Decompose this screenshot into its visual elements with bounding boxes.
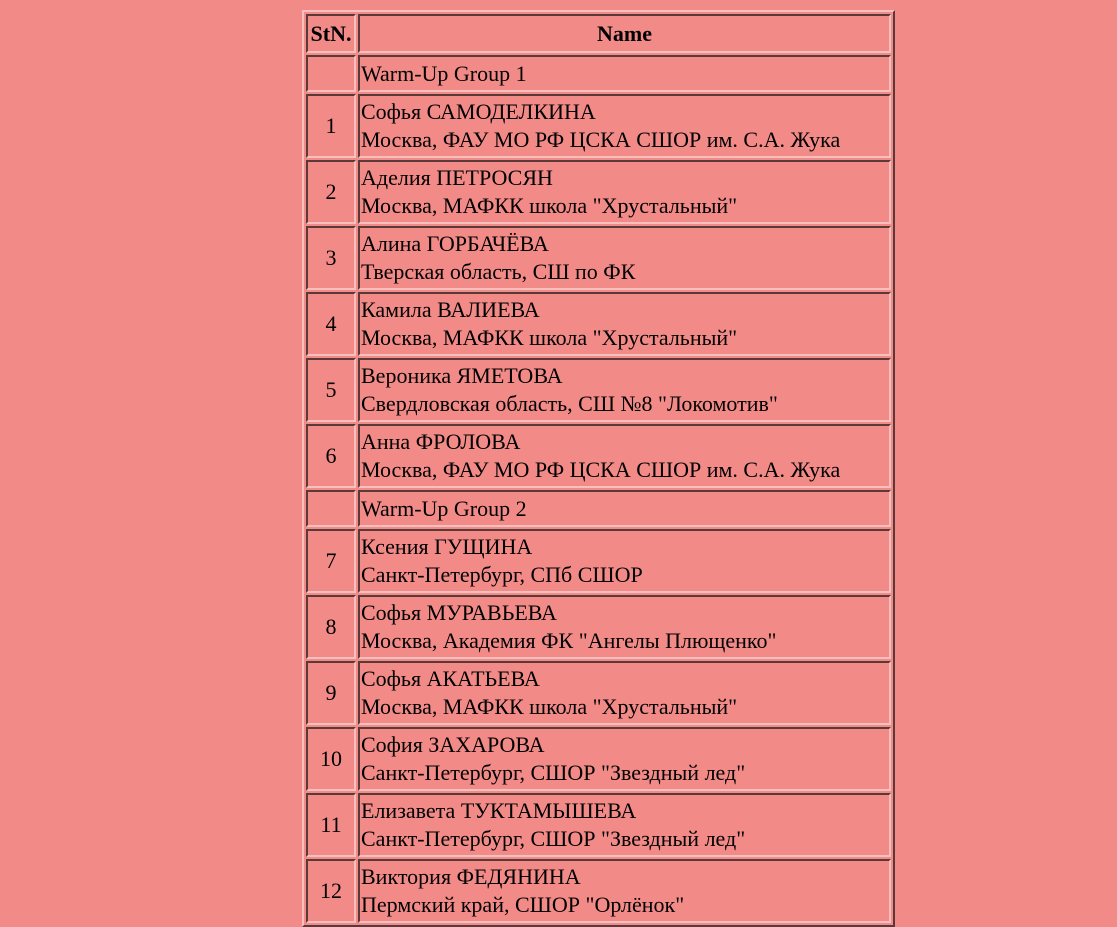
skater-club: Пермский край, СШОР "Орлёнок": [361, 892, 685, 917]
warmup-group-row: [306, 55, 891, 92]
skater-club: Москва, Академия ФК "Ангелы Плющенко": [361, 628, 777, 653]
start-number: 5: [306, 358, 356, 422]
skater-cell: [358, 292, 891, 356]
skater-name: Ксения ГУЩИНА: [361, 534, 533, 559]
name-header: Name: [358, 14, 891, 53]
skater-club: Тверская область, СШ по ФК: [361, 259, 636, 284]
skater-club: Москва, МАФКК школа "Хрустальный": [361, 694, 738, 719]
skater-cell: [358, 424, 891, 488]
skater-name: Вероника ЯМЕТОВА: [361, 363, 563, 388]
table-row: [306, 859, 891, 923]
skater-name: Софья САМОДЕЛКИНА: [361, 99, 596, 124]
start-number: 6: [306, 424, 356, 488]
skater-name: София ЗАХАРОВА: [361, 732, 545, 757]
skater-club: Санкт-Петербург, СПб СШОР: [361, 562, 643, 587]
start-number: 8: [306, 595, 356, 659]
start-number: 2: [306, 160, 356, 224]
skater-cell: [358, 160, 891, 224]
start-number: 9: [306, 661, 356, 725]
group-num-cell: [306, 490, 356, 527]
table-row: [306, 595, 891, 659]
skater-cell: [358, 793, 891, 857]
start-number: 4: [306, 292, 356, 356]
skater-name: Анна ФРОЛОВА: [361, 429, 521, 454]
skater-name: Софья АКАТЬЕВА: [361, 666, 540, 691]
start-number: 3: [306, 226, 356, 290]
skater-club: Санкт-Петербург, СШОР "Звездный лед": [361, 826, 746, 851]
starting-order-table: [302, 10, 895, 927]
skater-cell: [358, 859, 891, 923]
skater-cell: [358, 727, 891, 791]
skater-cell: [358, 529, 891, 593]
skater-club: Москва, ФАУ МО РФ ЦСКА СШОР им. С.А. Жука: [361, 127, 841, 152]
skater-name: Камила ВАЛИЕВА: [361, 297, 540, 322]
group-label: Warm-Up Group 1: [358, 55, 891, 92]
table-row: [306, 793, 891, 857]
table-row: [306, 226, 891, 290]
skater-club: Москва, МАФКК школа "Хрустальный": [361, 325, 738, 350]
header-row: [306, 14, 891, 53]
skater-cell: [358, 358, 891, 422]
table-body: [306, 55, 891, 923]
start-number: 7: [306, 529, 356, 593]
table-row: [306, 94, 891, 158]
skater-cell: [358, 661, 891, 725]
skater-cell: [358, 94, 891, 158]
skater-club: Свердловская область, СШ №8 "Локомотив": [361, 391, 778, 416]
skater-name: Елизавета ТУКТАМЫШЕВА: [361, 798, 637, 823]
skater-name: Аделия ПЕТРОСЯН: [361, 165, 553, 190]
start-number: 11: [306, 793, 356, 857]
skater-name: Софья МУРАВЬЕВА: [361, 600, 557, 625]
start-number: 10: [306, 727, 356, 791]
skater-club: Москва, ФАУ МО РФ ЦСКА СШОР им. С.А. Жука: [361, 457, 841, 482]
warmup-group-row: [306, 490, 891, 527]
table-row: [306, 529, 891, 593]
table-row: [306, 727, 891, 791]
group-num-cell: [306, 55, 356, 92]
skater-name: Алина ГОРБАЧЁВА: [361, 231, 549, 256]
skater-cell: [358, 226, 891, 290]
table-row: [306, 661, 891, 725]
start-number: 12: [306, 859, 356, 923]
table-row: [306, 424, 891, 488]
table-row: [306, 292, 891, 356]
table-row: [306, 358, 891, 422]
group-label: Warm-Up Group 2: [358, 490, 891, 527]
stn-header: StN.: [306, 14, 356, 53]
table-row: [306, 160, 891, 224]
skater-name: Виктория ФЕДЯНИНА: [361, 864, 581, 889]
skater-club: Санкт-Петербург, СШОР "Звездный лед": [361, 760, 746, 785]
skater-club: Москва, МАФКК школа "Хрустальный": [361, 193, 738, 218]
skater-cell: [358, 595, 891, 659]
start-number: 1: [306, 94, 356, 158]
